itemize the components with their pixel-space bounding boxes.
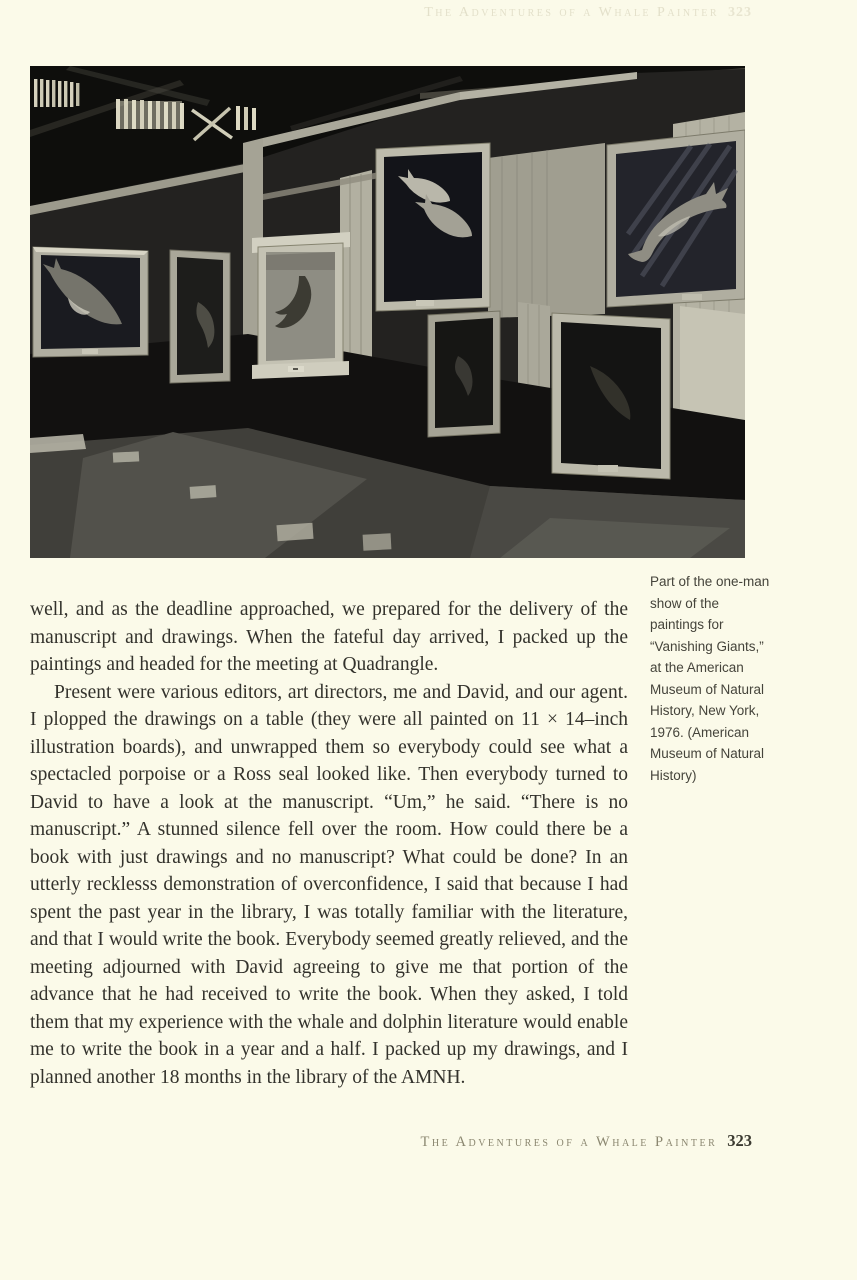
body-paragraph: well, and as the deadline approached, we prepared for the delivery of the manuscript and drawings. When the fateful day arrived, I packed up the paintings and headed for the meeting at Quadrangle. xyxy=(30,599,628,675)
photo-caption: Part of the one-man show of the paintings for “Vanishing Giants,” at the American Museum of Natural History, New York, 1976. (American Museum of Natural History) xyxy=(650,574,770,783)
gallery-photo-illustration xyxy=(30,66,745,558)
painting-diving-blue-whale xyxy=(607,130,745,307)
gallery-photograph xyxy=(30,66,745,558)
painting-faint-whale-left xyxy=(428,311,500,437)
footer xyxy=(421,1131,753,1151)
body-paragraph: Present were various editors, art directors, me and David, and our agent. I plopped the drawings on a table (they were all painted on 11 × 14–inch illustration boards), and unwrapped them so everybody could see what a spectacled porpoise or a Ross seal looked like. Then everybody turned to David to have a look at the manuscript. “Um,” he said. “There is no manuscript.” A stunned silence fell over the room. How could there be a book with just drawings and no manuscript? What could be done? In an utterly recklesss demonstration of overconfidence, I said that because I had spent the past year in the library, I was totally familiar with the literature, and that I would write the book. Everybody seemed greatly relieved, and the meeting adjourned with David agreeing to give me that portion of the advance that he had received to write the book. When they asked, I told them that my experience with the whale and dolphin literature would enable me to write the book in a year and a half. I packed up my drawings, and I planned another 18 months in the library of the AMNH. xyxy=(30,681,628,1088)
footer-page-number: 323 xyxy=(727,1131,752,1150)
painting-dark-whale-light-ground xyxy=(252,232,350,379)
painting-humpback-whale xyxy=(33,247,148,357)
painting-diving-whale-small xyxy=(170,250,230,383)
running-head-page-number: 323 xyxy=(728,5,752,20)
painting-two-whales xyxy=(376,143,490,311)
painting-faint-whale-right xyxy=(552,313,670,479)
body-text xyxy=(30,596,628,1091)
running-head xyxy=(424,5,752,21)
running-head-title: The Adventures of a Whale Painter xyxy=(424,5,719,20)
footer-running-title: The Adventures of a Whale Painter xyxy=(420,1134,718,1150)
